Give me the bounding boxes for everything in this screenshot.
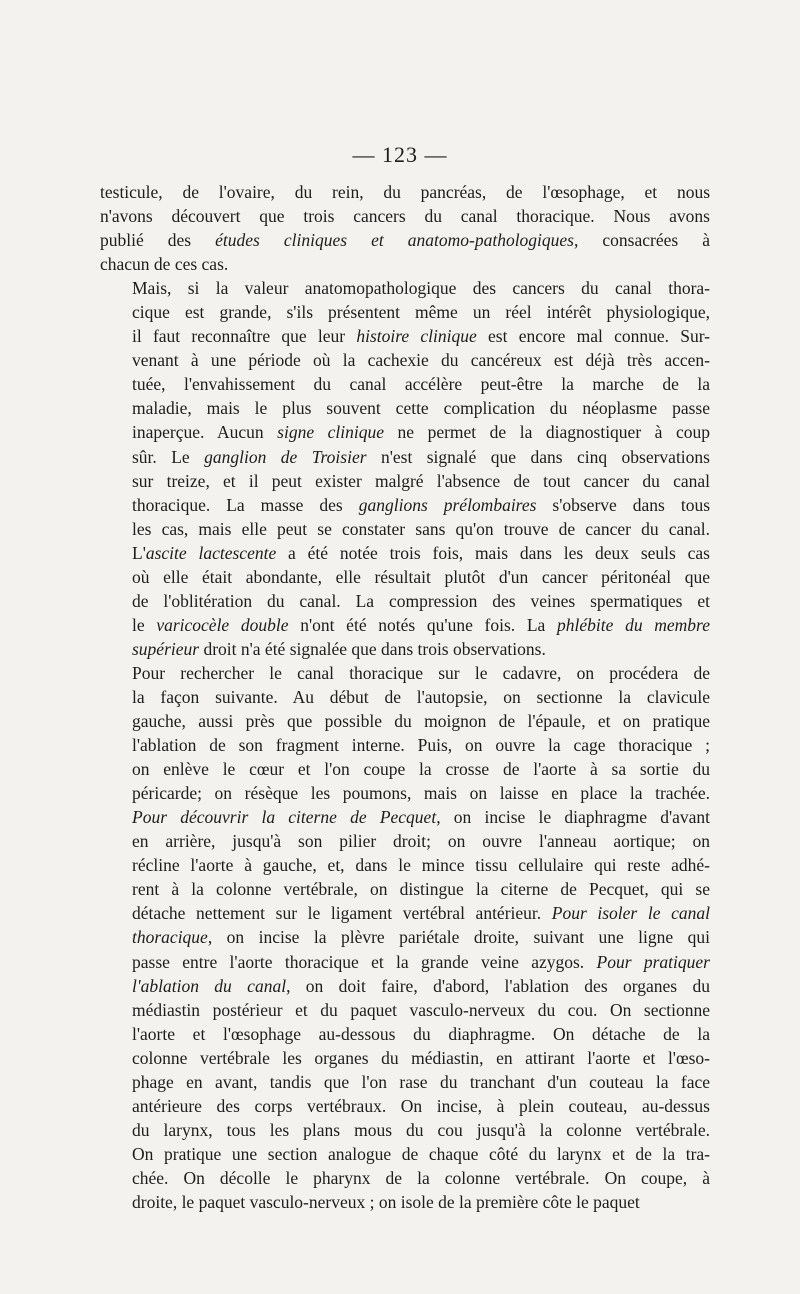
- text-line: [100, 517, 710, 541]
- text-line: [100, 709, 710, 733]
- text-run: Pour rechercher le canal thoracique sur le cadavre, on procédera de: [132, 662, 710, 683]
- text-line: [100, 1022, 710, 1046]
- text-run: Mais, si la valeur anatomopathologique des cancers du canal thora-: [132, 278, 710, 299]
- text-line: [100, 733, 710, 757]
- text-run: n'ont été notés qu'une fois. La: [288, 614, 557, 635]
- text-line: [100, 348, 710, 372]
- text-line: [100, 300, 710, 324]
- text-line: [100, 925, 710, 949]
- text-run: l'ablation de son fragment interne. Puis, on ouvre la cage thoracique ;: [132, 735, 710, 756]
- text-line: [100, 1166, 710, 1190]
- text-line: [100, 974, 710, 998]
- text-run: testicule, de l'ovaire, du rein, du pancréas, de l'œsophage, et nous: [100, 182, 710, 202]
- text-line: [100, 541, 710, 565]
- text-line: [100, 469, 710, 493]
- text-line: [100, 998, 710, 1022]
- italic-term: Pour isoler le canal: [551, 903, 710, 924]
- text-run: le: [132, 614, 157, 635]
- text-run: passe entre l'aorte thoracique et la grande veine azygos.: [132, 951, 597, 972]
- text-line: [100, 276, 710, 300]
- page-number: — 123 —: [352, 142, 448, 167]
- text-run: colonne vertébrale les organes du médiastin, en attirant l'aorte et l'œso-: [132, 1047, 710, 1068]
- text-run: la façon suivante. Au début de l'autopsie, on sectionne la clavicule: [132, 686, 710, 707]
- text-run: rent à la colonne vertébrale, on distingue la citerne de Pecquet, qui se: [132, 879, 710, 900]
- text-run: droite, le paquet vasculo-nerveux ; on isole de la première côte le paquet: [132, 1191, 640, 1212]
- text-line: [100, 420, 710, 444]
- text-run: On pratique une section analogue de chaque côté du larynx et de la tra-: [132, 1143, 710, 1164]
- text-line: [100, 805, 710, 829]
- text-line: [100, 228, 710, 252]
- text-line: [100, 781, 710, 805]
- text-line: [100, 396, 710, 420]
- text-line: [100, 252, 710, 276]
- text-run: chacun de ces cas.: [100, 254, 229, 275]
- paragraph-2: [100, 276, 710, 661]
- text-line: [100, 180, 710, 204]
- text-line: [100, 950, 710, 974]
- text-run: chée. On décolle le pharynx de la colonne vertébrale. On coupe, à: [132, 1167, 710, 1188]
- text-run: est encore mal connue. Sur-: [476, 326, 711, 347]
- text-run: détache nettement sur le ligament vertébral antérieur.: [132, 903, 552, 924]
- text-line: [100, 613, 710, 637]
- paragraph-3: [100, 661, 710, 1214]
- text-run: il faut reconnaître que leur: [132, 326, 357, 347]
- italic-term: Pour découvrir la citerne de Pecquet: [132, 807, 437, 828]
- italic-term: Pour pratiquer: [596, 951, 710, 972]
- text-line: [100, 372, 710, 396]
- text-run: n'est signalé que dans cinq observations: [366, 446, 710, 467]
- text-run: thoracique. La masse des: [132, 494, 359, 515]
- italic-term: histoire clinique: [356, 326, 477, 347]
- text-run: du larynx, tous les plans mous du cou jusqu'à la colonne vertébrale.: [132, 1119, 710, 1140]
- text-run: où elle était abondante, elle résultait plutôt d'un cancer péritonéal que: [132, 566, 710, 587]
- italic-term: signe clinique: [277, 422, 384, 443]
- text-run: n'avons découvert que trois cancers du canal thoracique. Nous avons: [100, 206, 710, 227]
- text-run: gauche, aussi près que possible du moignon de l'épaule, et on pratique: [132, 711, 710, 732]
- text-line: [100, 757, 710, 781]
- text-line: [100, 1142, 710, 1166]
- text-line: [100, 324, 710, 348]
- italic-term: l'ablation du canal: [132, 975, 287, 996]
- text-line: [100, 565, 710, 589]
- text-run: phage en avant, tandis que l'on rase du tranchant d'un couteau la face: [132, 1071, 710, 1092]
- italic-term: ganglion de Troisier: [204, 446, 367, 467]
- text-run: tuée, l'envahissement du canal accélère peut-être la marche de la: [132, 374, 710, 395]
- text-run: L': [132, 542, 146, 563]
- text-run: , on incise la plèvre pariétale droite, suivant une ligne qui: [207, 927, 710, 948]
- text-run: venant à une période où la cachexie du cancéreux est déjà très accen-: [132, 350, 710, 371]
- text-line: [100, 1046, 710, 1070]
- text-line: [100, 1190, 710, 1214]
- paragraph-1: [100, 180, 710, 276]
- italic-term: varicocèle double: [156, 614, 289, 635]
- text-run: maladie, mais le plus souvent cette complication du néoplasme passe: [132, 398, 710, 419]
- text-line: [100, 445, 710, 469]
- text-run: médiastin postérieur et du paquet vasculo-nerveux du cou. On sectionne: [132, 999, 710, 1020]
- text-run: on enlève le cœur et l'on coupe la crosse de l'aorte à sa sortie du: [132, 759, 710, 780]
- text-line: [100, 204, 710, 228]
- text-run: en arrière, jusqu'à son pilier droit; on ouvre l'anneau aortique; on: [132, 831, 710, 852]
- text-run: droit n'a été signalée que dans trois observations.: [199, 638, 546, 659]
- text-line: [100, 877, 710, 901]
- text-line: [100, 901, 710, 925]
- italic-term: ascite lactescente: [145, 542, 277, 563]
- text-line: [100, 853, 710, 877]
- text-run: de l'oblitération du canal. La compression des veines spermatiques et: [132, 590, 710, 611]
- text-line: [100, 589, 710, 613]
- text-run: inaperçue. Aucun: [132, 422, 278, 443]
- text-run: s'observe dans tous: [536, 494, 711, 515]
- text-line: [100, 1118, 710, 1142]
- text-run: , on doit faire, d'abord, l'ablation des organes du: [286, 975, 710, 996]
- text-line: [100, 1094, 710, 1118]
- italic-term: thoracique: [132, 927, 208, 948]
- text-line: [100, 685, 710, 709]
- text-run: , consacrées à: [574, 230, 710, 251]
- text-line: [100, 493, 710, 517]
- text-run: sur treize, et il peut exister malgré l'absence de tout cancer du canal: [132, 470, 710, 491]
- italic-term: ganglions prélombaires: [358, 494, 537, 515]
- text-run: antérieure des corps vertébraux. On incise, à plein couteau, au-dessus: [132, 1095, 710, 1116]
- text-run: sûr. Le: [132, 446, 205, 467]
- text-run: les cas, mais elle peut se constater sans qu'on trouve de cancer du canal.: [132, 518, 710, 539]
- text-run: publié des: [100, 230, 216, 251]
- text-run: a été notée trois fois, mais dans les deux seuls cas: [276, 542, 710, 563]
- text-run: cique est grande, s'ils présentent même un réel intérêt physiologique,: [132, 302, 710, 323]
- body-text: [100, 180, 710, 1214]
- text-line: [100, 829, 710, 853]
- italic-term: phlébite du membre: [557, 614, 710, 635]
- text-run: péricarde; on résèque les poumons, mais on laisse en place la trachée.: [132, 783, 710, 804]
- italic-term: études cliniques et anatomo-pathologiques: [215, 230, 574, 251]
- text-line: [100, 637, 710, 661]
- text-line: [100, 1070, 710, 1094]
- text-run: , on incise le diaphragme d'avant: [436, 807, 710, 828]
- text-run: récline l'aorte à gauche, et, dans le mince tissu cellulaire qui reste adhé-: [132, 855, 710, 876]
- italic-term: supérieur: [132, 638, 200, 659]
- text-line: [100, 661, 710, 685]
- text-run: ne permet de la diagnostiquer à coup: [383, 422, 710, 443]
- text-run: l'aorte et l'œsophage au-dessous du diaphragme. On détache de la: [132, 1023, 710, 1044]
